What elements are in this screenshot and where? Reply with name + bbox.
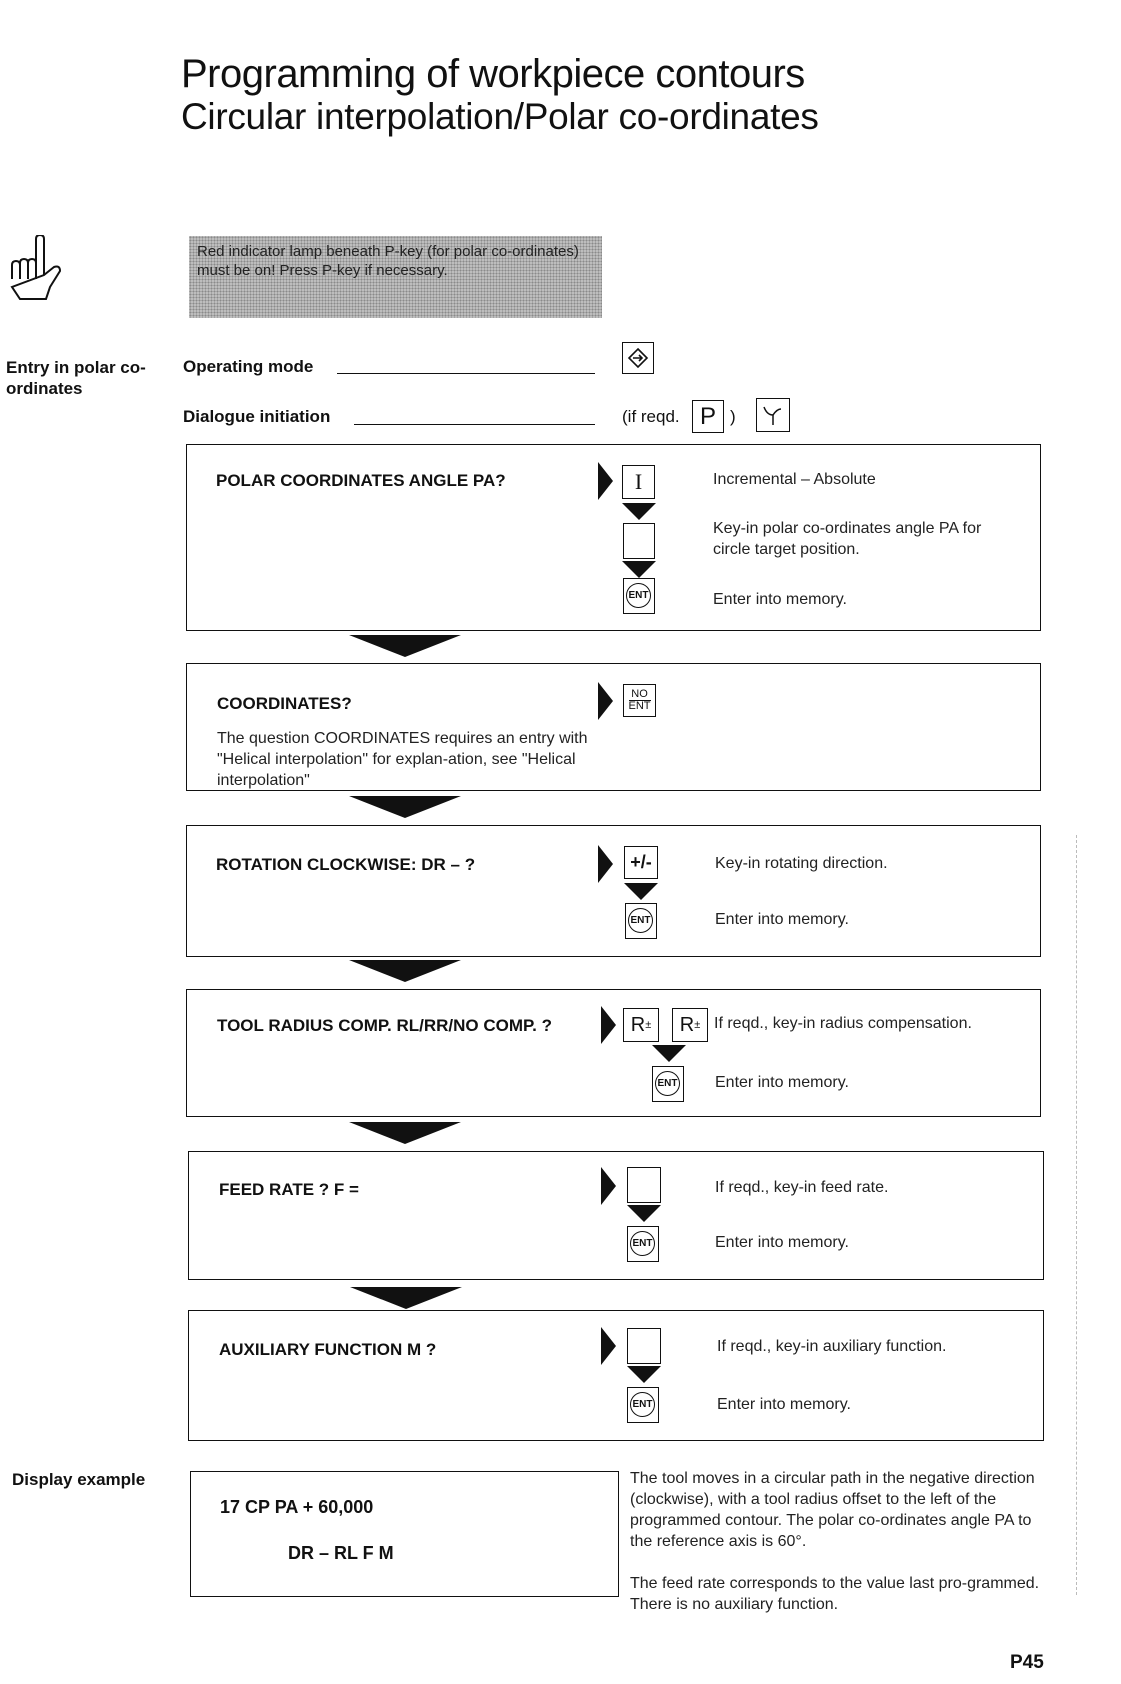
step4-desc1: If reqd., key-in radius compensation. <box>714 1015 972 1032</box>
display-example-label: Display example <box>12 1470 146 1489</box>
step3-desc2: Enter into memory. <box>715 911 849 928</box>
step1-arrow-icon <box>598 462 613 500</box>
ent-icon: ENT <box>626 583 651 608</box>
step3-arrow-icon <box>598 845 613 883</box>
rl-key[interactable]: R ± <box>623 1008 659 1042</box>
step3-down-arrow-icon <box>624 883 658 900</box>
page-title: Programming of workpiece contours <box>181 52 805 96</box>
display-example-box <box>190 1471 619 1597</box>
dialogue-initiation-leader <box>354 424 595 425</box>
display-paragraph-2: The feed rate corresponds to the value last pro-grammed. There is no auxiliary function. <box>630 1575 1040 1613</box>
aux-entry-key[interactable] <box>627 1328 661 1364</box>
ent-icon: ENT <box>630 1392 655 1417</box>
step3-ent-key[interactable] <box>625 903 657 939</box>
step1-desc3: Enter into memory. <box>713 591 847 608</box>
step-feed-rate <box>188 1151 1044 1280</box>
flow-arrow-2 <box>349 796 461 818</box>
entry-label: Entry in polar co-ordinates <box>6 358 146 398</box>
step1-down-arrow-icon <box>622 503 656 520</box>
step1-down-arrow-icon-2 <box>622 561 656 578</box>
flow-arrow-5 <box>350 1287 462 1309</box>
operating-mode-leader <box>337 373 595 374</box>
step5-question: FEED RATE ? F = <box>219 1180 359 1199</box>
pointing-hand-icon <box>6 235 66 317</box>
ent-icon: ENT <box>630 1231 655 1256</box>
step2-text: The question COORDINATES requires an entry with "Helical interpolation" for explan-ation, see "Helical interpolation" <box>217 730 588 789</box>
if-reqd-text: (if reqd. <box>622 407 680 426</box>
step5-ent-key[interactable] <box>627 1226 659 1262</box>
step1-desc1: Incremental – Absolute <box>713 471 876 488</box>
operating-mode-label: Operating mode <box>183 357 314 376</box>
display-line-1: 17 CP PA + 60,000 <box>220 1497 374 1517</box>
no-ent-key[interactable] <box>623 684 656 717</box>
display-line-2: DR – RL F M <box>288 1543 394 1563</box>
no-ent-top: NO <box>631 688 648 700</box>
feed-entry-key[interactable] <box>627 1167 661 1203</box>
incremental-key[interactable]: I <box>622 465 655 499</box>
step6-desc1: If reqd., key-in auxiliary function. <box>717 1338 947 1355</box>
step2-arrow-icon <box>598 682 613 720</box>
step1-ent-key[interactable] <box>623 578 655 614</box>
program-mode-icon <box>627 347 649 369</box>
step5-down-arrow-icon <box>627 1205 661 1222</box>
step6-question: AUXILIARY FUNCTION M ? <box>219 1340 437 1359</box>
circular-path-icon <box>761 403 785 427</box>
if-reqd-close: ) <box>730 407 736 426</box>
rr-key-label: R <box>679 1013 695 1036</box>
step-rotation <box>186 825 1041 957</box>
step4-desc2: Enter into memory. <box>715 1074 849 1091</box>
page-number: P45 <box>1010 1652 1044 1673</box>
ent-icon: ENT <box>628 908 653 933</box>
dialogue-initiation-label: Dialogue initiation <box>183 407 331 426</box>
rl-key-label: R <box>630 1013 646 1036</box>
step6-ent-key[interactable] <box>627 1387 659 1423</box>
program-mode-key[interactable] <box>622 342 654 374</box>
step1-desc2: Key-in polar co-ordinates angle PA for circle target position. <box>713 520 982 558</box>
step5-desc2: Enter into memory. <box>715 1234 849 1251</box>
step4-ent-key[interactable] <box>652 1066 684 1102</box>
flow-arrow-4 <box>349 1122 461 1144</box>
margin-rule <box>1076 835 1077 1595</box>
p-key[interactable]: P <box>692 400 724 433</box>
flow-arrow-3 <box>349 960 461 982</box>
step4-arrow-icon <box>601 1006 616 1044</box>
circular-path-key[interactable] <box>756 398 790 432</box>
no-ent-bottom: ENT <box>628 700 651 712</box>
step6-desc2: Enter into memory. <box>717 1396 851 1413</box>
step4-question: TOOL RADIUS COMP. RL/RR/NO COMP. ? <box>217 1016 552 1035</box>
step4-down-arrow-icon <box>652 1045 686 1062</box>
step5-arrow-icon <box>601 1167 616 1205</box>
step5-desc1: If reqd., key-in feed rate. <box>715 1179 889 1196</box>
step3-question: ROTATION CLOCKWISE: DR – ? <box>216 855 476 874</box>
step6-arrow-icon <box>601 1327 616 1365</box>
step3-desc1: Key-in rotating direction. <box>715 855 888 872</box>
display-paragraph-1: The tool moves in a circular path in the negative direction (clockwise), with a tool radius offset to the left of the programmed contour. The polar co-ordinates angle PA to the reference axis is 60°. <box>630 1470 1035 1550</box>
ent-icon: ENT <box>655 1071 680 1096</box>
plus-minus-key[interactable]: +/- <box>624 846 658 879</box>
step-auxiliary <box>188 1310 1044 1441</box>
step1-question: POLAR COORDINATES ANGLE PA? <box>216 471 506 490</box>
flow-arrow-1 <box>349 635 461 657</box>
step6-down-arrow-icon <box>627 1366 661 1383</box>
indicator-lamp-note: Red indicator lamp beneath P-key (for polar co-ordinates) must be on! Press P-key if necessary. <box>189 236 602 318</box>
rr-key[interactable]: R ± <box>672 1008 708 1042</box>
numeric-entry-key[interactable] <box>623 523 655 559</box>
step2-question: COORDINATES? <box>217 694 352 713</box>
page-subtitle: Circular interpolation/Polar co-ordinates <box>181 96 819 137</box>
